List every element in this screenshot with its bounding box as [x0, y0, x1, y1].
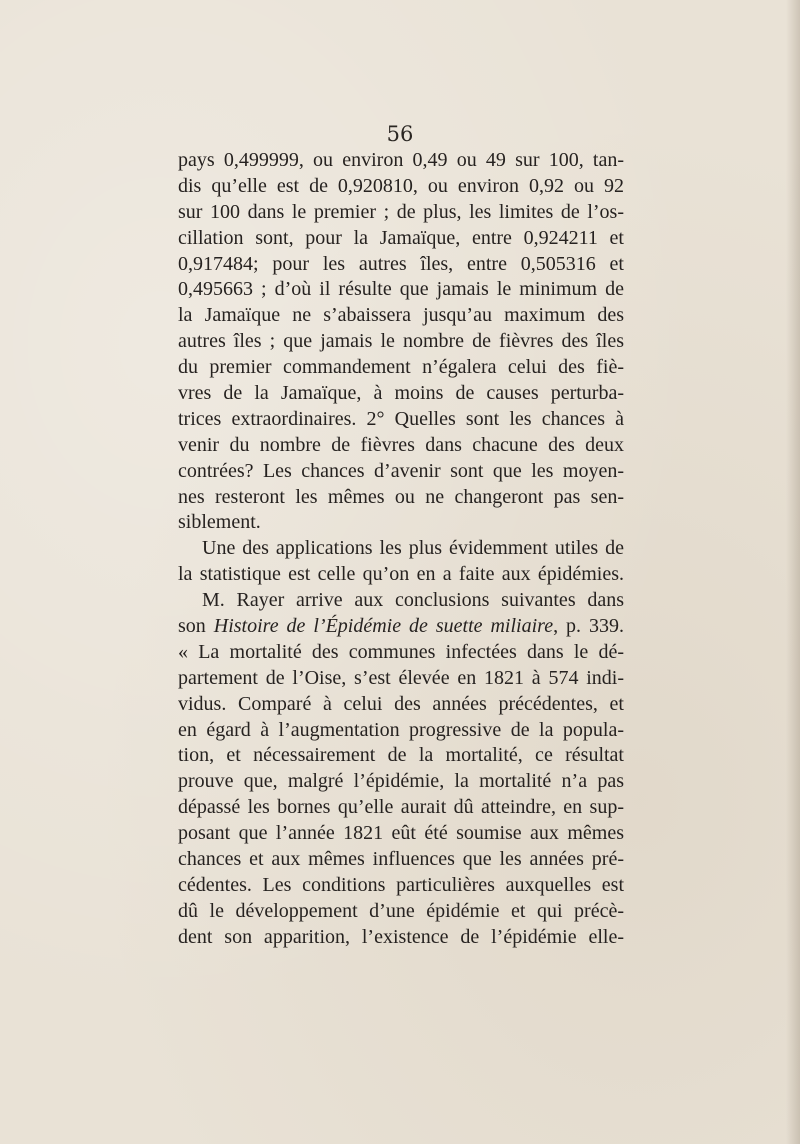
- text-line: la statistique est celle qu’on en a faite aux épidémies.: [178, 563, 624, 586]
- book-title: Histoire de l’Épidémie de suette miliaire: [213, 615, 554, 638]
- text-line: sur 100 dans le premier ; de plus, les limites de l’os-: [178, 200, 624, 223]
- quote-line: chances et aux mêmes influences que les années pré-: [178, 848, 624, 871]
- text-line: siblement.: [178, 511, 261, 534]
- text-line: la Jamaïque ne s’abaissera jusqu’au maximum des: [178, 304, 624, 327]
- body-text: [178, 148, 624, 951]
- quote-line: posant que l’année 1821 eût été soumise aux mêmes: [178, 822, 624, 845]
- text-line: trices extraordinaires. 2° Quelles sont les chances à: [178, 407, 624, 430]
- text-line: du premier commandement n’égalera celui des fiè-: [178, 356, 624, 379]
- quote-line: « La mortalité des communes infectées dans le dé-: [178, 640, 624, 663]
- paragraph-first-line: M. Rayer arrive aux conclusions suivantes dans: [202, 589, 624, 612]
- text-line: dis qu’elle est de 0,920810, ou environ 0,92 ou 92: [178, 174, 624, 197]
- text-line: contrées? Les chances d’avenir sont que les moyen-: [178, 459, 624, 482]
- quote-line: prouve que, malgré l’épidémie, la mortalité n’a pas: [178, 770, 624, 793]
- quote-line: partement de l’Oise, s’est élevée en 1821 à 574 indi-: [178, 666, 624, 689]
- text-line: cillation sont, pour la Jamaïque, entre 0,924211 et: [178, 226, 624, 249]
- quote-line: dent son apparition, l’existence de l’épidémie elle-: [178, 925, 624, 948]
- citation-line: [178, 614, 624, 640]
- paragraph-first-line: Une des applications les plus évidemment utiles de: [202, 537, 624, 560]
- text-line: vres de la Jamaïque, à moins de causes perturba-: [178, 382, 624, 405]
- text-line: nes resteront les mêmes ou ne changeront pas sen-: [178, 485, 624, 508]
- citation-suffix: , p. 339.: [553, 615, 624, 638]
- quote-line: tion, et nécessairement de la mortalité, ce résultat: [178, 744, 624, 767]
- quote-line: dû le développement d’une épidémie et qui précè-: [178, 899, 624, 922]
- quote-line: vidus. Comparé à celui des années précédentes, et: [178, 692, 624, 715]
- quote-line: dépassé les bornes qu’elle aurait dû atteindre, en sup-: [178, 796, 624, 819]
- text-line: 0,917484; pour les autres îles, entre 0,505316 et: [178, 252, 624, 275]
- text-line: 0,495663 ; d’où il résulte que jamais le minimum de: [178, 278, 624, 301]
- text-line: autres îles ; que jamais le nombre de fièvres des îles: [178, 330, 624, 353]
- text-line: pays 0,499999, ou environ 0,49 ou 49 sur 100, tan-: [178, 149, 624, 171]
- citation-prefix: son: [178, 615, 214, 638]
- quote-line: cédentes. Les conditions particulières auxquelles est: [178, 873, 624, 896]
- page-number: 56: [386, 122, 414, 146]
- quote-line: en égard à l’augmentation progressive de la popula-: [178, 718, 624, 741]
- text-line: venir du nombre de fièvres dans chacune des deux: [178, 433, 624, 456]
